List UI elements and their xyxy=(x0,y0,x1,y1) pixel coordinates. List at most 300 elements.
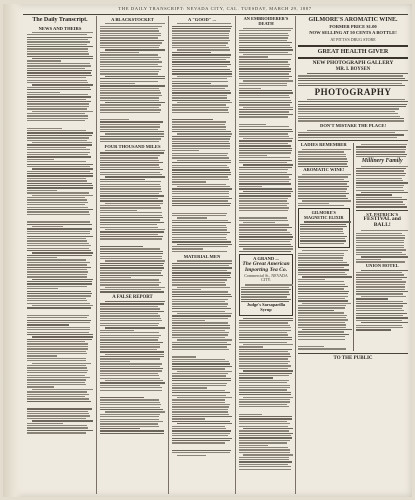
text-line xyxy=(27,248,89,249)
text-line xyxy=(27,367,87,368)
text-line xyxy=(27,291,91,292)
text-line xyxy=(172,330,225,331)
text-line xyxy=(172,332,229,333)
text-line xyxy=(172,66,227,67)
paper-title: The Daily Transcript. xyxy=(32,17,88,23)
text-line xyxy=(172,157,229,158)
newspaper-page xyxy=(3,4,412,497)
text-line xyxy=(243,454,293,455)
ad-title: UNION HOTEL xyxy=(365,262,399,268)
text-line xyxy=(27,332,89,333)
text-line xyxy=(239,207,289,208)
text-line xyxy=(172,35,229,36)
text-line xyxy=(100,238,162,239)
text-line xyxy=(172,294,231,295)
text-line xyxy=(356,308,401,309)
text-line xyxy=(177,313,232,314)
ad-title: GREAT HEALTH GIVER xyxy=(317,47,389,55)
text-line xyxy=(27,207,88,208)
text-line xyxy=(100,258,162,259)
text-line xyxy=(243,107,293,108)
text-line xyxy=(239,339,292,340)
text-line xyxy=(302,250,348,251)
heading: FOUR THOUSAND MILES xyxy=(104,143,161,149)
text-line xyxy=(27,322,90,323)
text-line xyxy=(100,375,159,376)
text-line xyxy=(239,394,291,395)
text-line xyxy=(100,265,163,266)
text-line xyxy=(239,356,291,357)
text-line xyxy=(361,270,408,271)
text-line xyxy=(298,181,349,182)
text-line xyxy=(100,210,137,211)
text-line xyxy=(105,354,164,355)
text-line xyxy=(100,138,161,139)
text-line xyxy=(239,102,292,103)
text-line xyxy=(172,289,201,290)
text-line xyxy=(27,276,87,277)
column-rule xyxy=(353,143,354,351)
text-line xyxy=(177,186,230,187)
text-line xyxy=(172,275,230,276)
text-line xyxy=(100,81,158,82)
text-line xyxy=(100,409,163,410)
text-line xyxy=(172,241,231,242)
text-line xyxy=(172,442,225,443)
text-line xyxy=(302,149,351,150)
text-line xyxy=(239,85,287,86)
ad-product: Judge's Sarsaparilla Syrup xyxy=(246,302,286,312)
ad-text: AT PITTS'S DRUG STORE xyxy=(330,36,376,42)
text-line xyxy=(239,136,289,137)
text-line xyxy=(239,88,261,89)
text-line xyxy=(100,160,159,161)
text-line xyxy=(27,228,92,229)
column-3 xyxy=(172,17,232,493)
text-line xyxy=(100,335,161,336)
text-line xyxy=(172,303,228,304)
text-line xyxy=(172,205,230,206)
text-line xyxy=(100,37,158,38)
text-line xyxy=(172,95,227,96)
text-line xyxy=(239,442,287,443)
text-line xyxy=(100,407,160,408)
text-line xyxy=(27,317,87,318)
text-line xyxy=(298,262,347,263)
text-line xyxy=(172,399,225,400)
text-line xyxy=(298,317,346,318)
text-line xyxy=(172,368,225,369)
column-rule xyxy=(235,16,236,494)
text-line xyxy=(239,449,290,450)
text-line xyxy=(356,185,404,186)
ad-right xyxy=(356,143,408,351)
text-line xyxy=(298,203,329,204)
text-line xyxy=(239,466,291,467)
text-line xyxy=(172,138,230,139)
text-line xyxy=(100,426,159,427)
text-line xyxy=(172,220,228,221)
text-line xyxy=(27,94,88,95)
text-line xyxy=(239,90,292,91)
text-line xyxy=(241,299,291,300)
text-line xyxy=(27,187,93,188)
text-line xyxy=(100,155,160,156)
text-line xyxy=(27,224,92,225)
text-line xyxy=(100,282,161,283)
text-line xyxy=(177,76,232,77)
text-line xyxy=(105,260,165,261)
text-line xyxy=(298,255,344,256)
text-line xyxy=(356,168,406,169)
text-line xyxy=(241,291,289,292)
text-line xyxy=(105,102,165,103)
text-line xyxy=(27,264,87,265)
column-4 xyxy=(239,17,293,493)
text-line xyxy=(172,433,230,434)
text-line xyxy=(32,336,93,337)
text-line xyxy=(100,172,160,173)
text-line xyxy=(356,310,404,311)
text-line xyxy=(27,154,88,155)
text-line xyxy=(239,37,288,38)
text-line xyxy=(172,37,229,38)
text-line xyxy=(298,310,334,311)
text-line xyxy=(239,198,288,199)
text-line xyxy=(172,145,230,146)
text-line xyxy=(100,219,160,220)
text-line xyxy=(27,48,88,49)
text-line xyxy=(100,373,158,374)
text-line xyxy=(100,66,162,67)
text-line xyxy=(172,143,230,144)
text-line xyxy=(243,80,293,81)
text-line xyxy=(172,121,226,122)
text-line xyxy=(100,188,161,189)
text-line xyxy=(239,193,291,194)
text-line xyxy=(100,167,160,168)
text-line xyxy=(172,129,226,130)
text-line xyxy=(27,166,90,167)
text-line xyxy=(27,118,88,119)
text-line xyxy=(239,47,292,48)
text-line xyxy=(100,222,164,223)
text-line xyxy=(298,279,325,280)
text-line xyxy=(239,241,290,242)
text-line xyxy=(361,166,408,167)
text-line xyxy=(27,156,91,157)
text-line xyxy=(172,270,227,271)
text-line xyxy=(27,396,85,397)
text-line xyxy=(27,425,87,426)
text-line xyxy=(302,276,352,277)
heading: A "GOOD" ... xyxy=(188,17,216,22)
text-line xyxy=(27,315,89,316)
text-line xyxy=(100,45,160,46)
text-line xyxy=(172,69,230,70)
text-line xyxy=(105,229,165,230)
text-line xyxy=(298,307,345,308)
text-line xyxy=(172,387,207,388)
text-line xyxy=(239,104,290,105)
text-line xyxy=(172,411,228,412)
text-line xyxy=(356,252,402,253)
text-line xyxy=(100,71,159,72)
text-line xyxy=(100,279,159,280)
text-line xyxy=(172,438,232,439)
text-line xyxy=(172,232,230,233)
text-line xyxy=(100,184,160,185)
text-line xyxy=(105,23,165,24)
text-line xyxy=(27,99,86,100)
ad-left xyxy=(298,143,350,351)
text-line xyxy=(100,284,159,285)
text-line xyxy=(172,198,232,199)
text-line xyxy=(100,88,159,89)
text-line xyxy=(298,85,405,86)
text-line xyxy=(172,251,227,252)
text-line xyxy=(27,413,89,414)
text-line xyxy=(172,380,231,381)
text-line xyxy=(239,346,263,347)
text-line xyxy=(27,394,89,395)
text-line xyxy=(243,54,292,55)
text-line xyxy=(27,202,88,203)
text-line xyxy=(302,303,351,304)
text-line xyxy=(239,143,288,144)
ad-text xyxy=(356,230,408,262)
text-line xyxy=(27,199,87,200)
text-line xyxy=(172,54,231,55)
text-line xyxy=(172,416,232,417)
text-line xyxy=(356,190,403,191)
text-line xyxy=(356,317,407,318)
text-line xyxy=(27,360,86,361)
text-line xyxy=(27,327,90,328)
text-line xyxy=(239,377,273,378)
text-line xyxy=(100,97,159,98)
text-line xyxy=(239,203,289,204)
text-line xyxy=(100,198,158,199)
text-line xyxy=(239,368,288,369)
text-line xyxy=(27,77,86,78)
text-line xyxy=(298,346,324,347)
ad-title: The Great American Importing Tea Co. xyxy=(242,260,290,273)
column-5-ads xyxy=(298,17,408,493)
column-rule xyxy=(96,16,97,494)
text-line xyxy=(32,305,93,306)
ad-text xyxy=(298,73,408,86)
text-line xyxy=(100,169,163,170)
text-line xyxy=(172,356,196,357)
text-line xyxy=(27,257,57,258)
text-line xyxy=(27,130,86,131)
masthead-rule xyxy=(23,14,408,15)
text-line xyxy=(27,53,89,54)
text-line xyxy=(239,129,292,130)
text-line xyxy=(27,183,92,184)
text-line xyxy=(27,298,86,299)
text-line xyxy=(100,33,161,34)
text-line xyxy=(298,288,344,289)
text-line xyxy=(100,47,159,48)
text-line xyxy=(172,404,230,405)
text-line xyxy=(307,99,405,100)
text-line xyxy=(172,363,230,364)
text-line xyxy=(100,267,164,268)
text-line xyxy=(27,128,62,129)
text-line xyxy=(100,311,164,312)
text-line xyxy=(356,245,403,246)
text-line xyxy=(100,313,158,314)
text-line xyxy=(356,315,402,316)
text-line xyxy=(361,230,408,231)
text-line xyxy=(356,259,381,260)
text-line xyxy=(239,97,290,98)
text-line xyxy=(172,136,231,137)
text-line xyxy=(172,81,228,82)
text-line xyxy=(27,37,92,38)
text-line xyxy=(298,274,347,275)
text-line xyxy=(172,229,227,230)
text-line xyxy=(239,33,288,34)
text-line xyxy=(304,221,351,222)
text-line xyxy=(298,324,346,325)
text-line xyxy=(172,112,229,113)
text-line xyxy=(298,163,347,164)
text-line xyxy=(100,402,160,403)
text-line xyxy=(172,83,211,84)
text-line xyxy=(172,153,228,154)
text-line xyxy=(100,277,131,278)
text-line xyxy=(172,215,226,216)
text-line xyxy=(100,90,160,91)
text-line xyxy=(300,231,343,232)
text-line xyxy=(27,192,89,193)
ad-title: LADIES REMEMBER xyxy=(300,141,347,147)
text-line xyxy=(298,205,344,206)
text-line xyxy=(172,414,229,415)
text-line xyxy=(100,181,161,182)
ad-title: ST. PATRICK'S xyxy=(366,211,399,217)
text-block xyxy=(239,318,293,470)
text-line xyxy=(100,112,160,113)
text-line xyxy=(172,346,227,347)
text-line xyxy=(239,133,288,134)
text-line xyxy=(239,416,292,417)
text-line xyxy=(27,259,86,260)
text-line xyxy=(298,186,349,187)
text-line xyxy=(172,227,227,228)
text-line xyxy=(100,54,158,55)
text-line xyxy=(27,72,91,73)
text-line xyxy=(32,168,93,169)
text-line xyxy=(239,251,291,252)
text-line xyxy=(27,80,87,81)
text-line xyxy=(172,57,230,58)
text-line xyxy=(27,353,87,354)
text-line xyxy=(298,161,348,162)
text-line xyxy=(172,85,228,86)
text-line xyxy=(100,397,144,398)
text-line xyxy=(356,201,402,202)
text-line xyxy=(241,289,291,290)
text-line xyxy=(298,191,346,192)
text-line xyxy=(27,44,87,45)
text-line xyxy=(27,240,87,241)
text-line xyxy=(239,174,292,175)
text-line xyxy=(239,332,287,333)
text-line xyxy=(27,132,93,133)
text-line xyxy=(361,256,408,257)
text-line xyxy=(356,298,388,299)
text-line xyxy=(239,236,293,237)
text-line xyxy=(172,385,226,386)
text-line xyxy=(172,318,228,319)
text-line xyxy=(239,167,292,168)
text-line xyxy=(172,92,231,93)
text-line xyxy=(239,152,291,153)
text-line xyxy=(172,30,230,31)
text-line xyxy=(298,113,398,114)
text-line xyxy=(172,167,229,168)
text-line xyxy=(100,423,158,424)
text-line xyxy=(239,71,291,72)
text-line xyxy=(100,152,164,153)
text-line xyxy=(361,296,407,297)
text-line xyxy=(27,339,92,340)
text-line xyxy=(27,211,89,212)
text-line xyxy=(172,267,232,268)
text-line xyxy=(239,140,292,141)
text-line xyxy=(298,327,346,328)
text-line xyxy=(172,162,231,163)
text-line xyxy=(100,308,160,309)
text-line xyxy=(100,124,160,125)
text-line xyxy=(27,101,91,102)
text-line xyxy=(177,244,232,245)
text-line xyxy=(300,236,347,237)
text-line xyxy=(298,179,344,180)
text-line xyxy=(32,58,93,59)
text-line xyxy=(105,327,165,328)
ad-title: AROMATIC WINE! xyxy=(303,167,345,173)
text-line xyxy=(298,331,344,332)
text-line xyxy=(239,229,287,230)
text-line xyxy=(172,225,226,226)
text-line xyxy=(100,195,164,196)
text-line xyxy=(172,452,230,453)
text-line xyxy=(356,313,407,314)
ad-text: FORMER PRICE $1.00 xyxy=(329,24,377,30)
ad-text xyxy=(300,221,348,244)
text-line xyxy=(100,26,162,27)
text-line xyxy=(356,284,404,285)
text-line xyxy=(100,174,162,175)
text-line xyxy=(100,157,158,158)
text-line xyxy=(100,179,145,180)
text-line xyxy=(172,440,230,441)
text-line xyxy=(356,175,405,176)
text-line xyxy=(239,404,287,405)
text-line xyxy=(172,392,230,393)
text-line xyxy=(172,320,205,321)
text-line xyxy=(32,279,93,280)
text-line xyxy=(356,291,407,292)
text-line xyxy=(100,246,143,247)
text-line xyxy=(100,251,163,252)
text-line xyxy=(356,170,404,171)
